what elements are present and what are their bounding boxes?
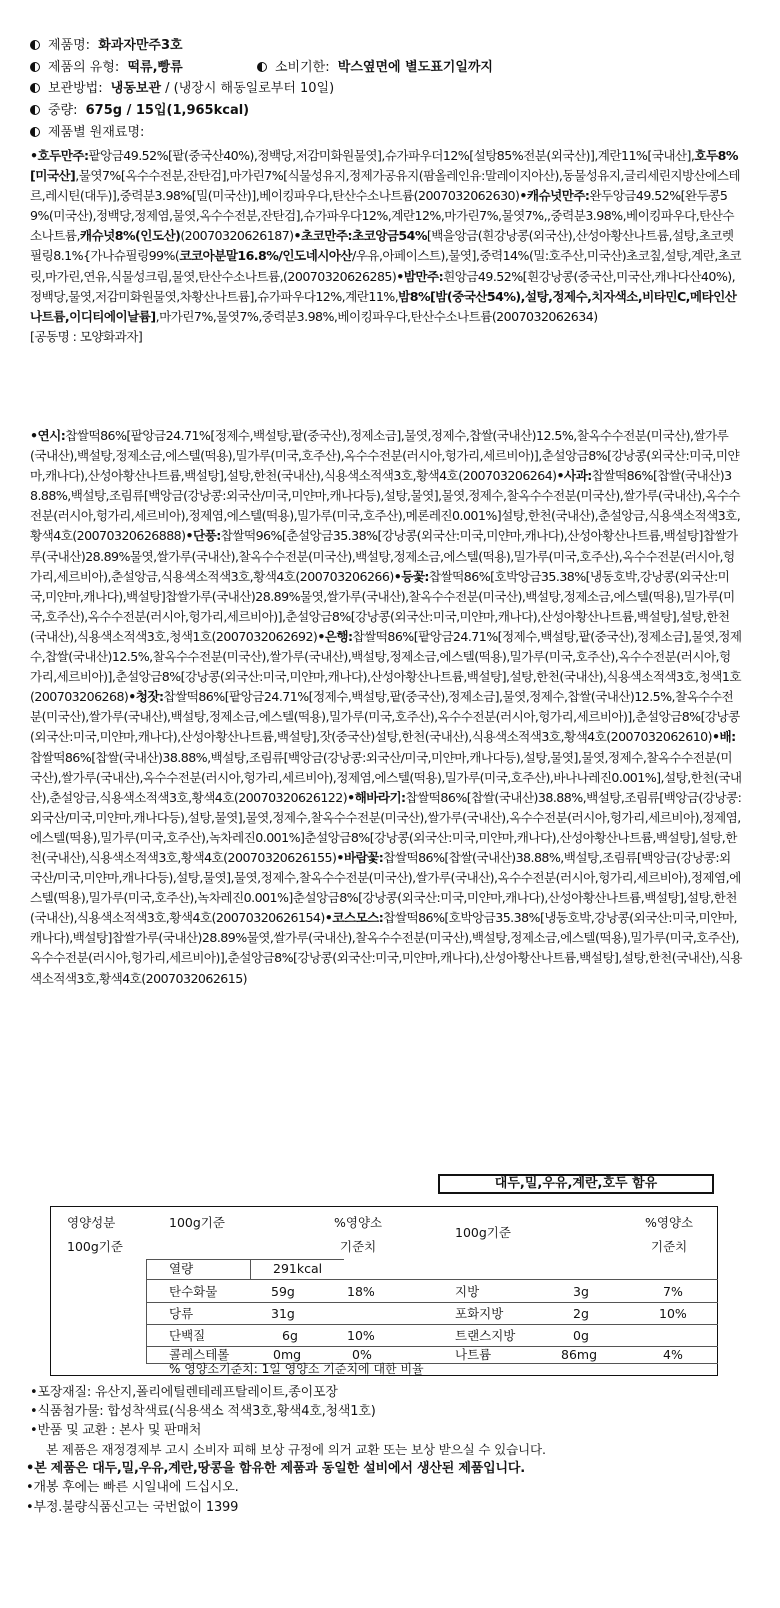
ingredients-paragraph [30,426,742,989]
half-circle-bullet-icon [257,62,267,72]
product-type-value: 떡류,빵류 [127,60,183,75]
right-pct-header: %영양소 [645,1215,694,1230]
nutrient-label: 포화지방 [455,1306,504,1321]
nutrient-pct: 10% [347,1328,375,1343]
divider [146,1279,718,1280]
ingredient-name: 캐슈넛8%(인도산) [79,228,181,244]
ingredient-text: 찹쌀떡96%[춘설앙금35.38%[강낭콩(외국산:미국,미얀마,캐나다),산성아황산나트륨,백설탕]찹쌀가루(국내산)28.89%물엿,쌀가루(국내산),찰옥수수전분(미국산),백설탕,정제소금,에스텔(떡용),밀가루(미국,호주산),옥수수전분(러시아,헝가리,세르비아),춘설앙금,식용색소적색3호,황색4호(200703206266) [30,528,738,584]
ingredient-text: 찹쌀떡86%[팥앙금24.71%[정제수,백설탕,팥(중국산),정제소금],물엿,정제수,찹쌀(국내산)12.5%,찰옥수수전분(미국산),쌀가루(국내산),백설탕,정제소금,에스텔(떡용),밀가루(미국,호주산),옥수수전분(러시아,헝가리,세르비아)],춘설앙금8%[강낭콩(외국산:미국,미얀마,캐나다),산성아황산나트륨,백설탕],설탕,한천(국내산),식용색소적색3호,청색1호(200703206268) [30,628,742,705]
product-name-row [30,37,183,55]
after-open-line: •개봉 후에는 빠른 시일내에 드십시오. [26,1480,239,1495]
nutrient-pct: 0% [352,1347,372,1362]
weight-row [30,102,249,120]
allergen-box: 대두,밀,우유,계란,호두 함유 [438,1174,714,1194]
product-name-value: 화과자만주3호 [98,38,183,53]
expiry-value: 박스옆면에 별도표기일까지 [337,60,493,75]
right-pct-header-2: 기준치 [651,1239,688,1254]
storage-note: / (냉장시 해동일로부터 10일) [165,81,335,96]
ingredient-text: 찹쌀떡86%[찹쌀(국내산)38.88%,백설탕,조림류[백앙금(강낭콩:외국산/미국,미얀마,캐나다등),설탕,물엿],물엿,정제수,찰옥수수전분(미국산),쌀가루(국내산),옥수수전분(러시아,헝가리,세르비아),정제염,에스텔(떡용),밀가루(미국,호주산),메론레진0.001%]설탕,한천(국내산),춘설앙금,식용색소적색3호,황색4호(20070320626888) [30,468,741,544]
ingredients-title: 제품별 원재료명: [48,125,145,140]
ingredients-group-2 [30,426,742,989]
ingredients-group-1 [30,146,742,347]
ingredient-text: 찹쌀떡86%[찹쌀(국내산)38.88%,백설탕,조림류[백앙금(강낭콩:외국산/미국,미얀마,캐나다등),설탕,물엿],물엿,정제수,찰옥수수전분(미국산),쌀가루(국내산),옥수수전분(러시아,헝가리,세르비아),정제염,에스텔(떡용),밀가루(미국,호주산),녹차레진0.001%]춘설앙금8%[강낭콩(외국산:미국,미얀마,캐나다),산성아황산나트륨,백설탕],설탕,한천(국내산),식용색소적색3호,황색4호(20070320626154) [30,849,741,926]
ingredient-text: ,물엿7%[옥수수전분,잔탄검],마가린7%[식물성유지,정제가공유지(팜올레인유:말레이지아산),동물성유지,글리세린지방산에스테르,레시틴(대두)],중력분3.98%[밀(미국산)],베이킹파우다,탄산수소나트륨(2007032062630) [30,168,741,204]
nutrient-label: 당류 [169,1306,194,1321]
divider [146,1346,718,1347]
nutrient-pct: 4% [663,1347,683,1362]
nutrient-amount: 6g [282,1328,298,1343]
nutrient-label: 단백질 [169,1328,206,1343]
ingredient-name: •등꽃: [393,568,429,584]
nutrient-amount: 59g [271,1284,295,1299]
ingredient-name: 밤8%[밤(중국산54%),설탕,정제수,치자색소,비타민C,메타인산나트륨,이디티에이날륨] [30,288,737,324]
half-circle-bullet-icon [30,127,40,137]
nutrient-label: 탄수화물 [169,1284,218,1299]
calories-label: 열량 [169,1261,194,1276]
ingredient-text: /우유,아페이스트),물엿],중력14%(밀:호주산,미국산)초코칲,설탕,계란,초코릿,마가린,연유,식물성크림,물엿,탄산수소나트륨,(20070320626285) [30,248,742,284]
divider [146,1259,147,1363]
nutrient-amount: 0mg [273,1347,302,1362]
nutrition-table [50,1206,718,1376]
ingredient-text: 완두앙금49.52%[완두콩59%(미국산),정백당,정제염,물엿,옥수수전분,잔탄검],슈가파우다12%,계란12%,마가린7%,물엿7%,,중력분3.98%,베이킹파우다,탄산수소나트륨, [30,188,735,244]
ingredient-text: 찹쌀떡86%[호박앙금35.38%[냉동호박,강낭콩(외국산:미국,미얀마,캐나다),백설탕]찹쌀가루(국내산)28.89%물엿,쌀가루(국내산),찰옥수수전분(미국산),백설탕,정제소금,에스텔(떡용),밀가루(미국,호주산),옥수수전분(러시아,헝가리,세르비아)],춘설앙금8%[강낭콩(외국산:미국,미얀마,캐나다),산성아황산나트륨,백설탕],설탕,한천(국내산),식용색소적색3호,황색4호(2007032062615) [30,910,742,986]
ingredient-name: •코스모스: [324,910,384,926]
product-name-label: 제품명: [48,38,91,53]
ingredient-name: •캐슈넛만주: [519,188,590,204]
expiry-label: 소비기한: [275,60,330,75]
report-line: •부정.불량식품신고는 국번없이 1399 [26,1500,239,1515]
calories-value: 291kcal [273,1261,323,1276]
left-pct-header-2: 기준치 [340,1239,377,1254]
ingredient-text: 팥앙금49.52%[팥(중국산40%),정백당,저감미화원물엿],슈가파우더12%[설탕85%전분(외국산)],계란11%[국내산], [88,148,695,163]
nutrient-label: 콜레스테롤 [169,1347,230,1362]
half-circle-bullet-icon [30,40,40,50]
divider [146,1302,718,1303]
ingredient-name: •연시: [30,428,66,443]
ingredient-text: 찹쌀떡86%[팥앙금24.71%[정제수,백설탕,팥(중국산),정제소금],물엿,정제수,찹쌀(국내산)12.5%,찰옥수수전분(미국산),쌀가루(국내산),백설탕,정제소금,에스텔(떡용),밀가루(미국,호주산),옥수수전분(러시아,헝가리,세르비아)],춘설앙금8%[강낭콩(외국산:미국,미얀마,캐나다),산성아황산나트륨,백설탕],설탕,한천(국내산),식용색소적색3호,황색4호(200703206264) [30,428,740,484]
storage-value: 냉동보관 [110,81,161,96]
ingredients-title-row [30,124,144,142]
ingredient-text: 흰앙금49.52%[흰강낭콩(중국산,미국산,캐나다산40%),정백당,물엿,저감미화원물엿,차황산나트륨],슈가파우다12%,계란11%, [30,268,736,304]
nutrient-label: 지방 [455,1284,480,1299]
half-circle-bullet-icon [30,62,40,72]
ingredient-text: 찹쌀떡86%[찹쌀(국내산)38.88%,백설탕,조림류[백앙금(강낭콩:외국산/미국,미얀마,캐나다등),설탕,물엿],물엿,정제수,찰옥수수전분(미국산),쌀가루(국내산),옥수수전분(러시아,헝가리,세르비아),정제염,에스텔(떡용),밀가루(미국,호주산),녹차레진0.001%]춘설앙금8%[강낭콩(외국산:미국,미얀마,캐나다),산성아황산나트륨,백설탕],설탕,한천(국내산),식용색소적색3호,황색4호(20070320626155) [30,789,742,865]
storage-label: 보관방법: [48,81,103,96]
half-circle-bullet-icon [30,83,40,93]
ingredient-text: 찹쌀떡86%[찹쌀(국내산)38.88%,백설탕,조림류[백앙금(강낭콩:외국산/미국,미얀마,캐나다등),설탕,물엿],물엿,정제수,찰옥수수전분(미국산),쌀가루(국내산),옥수수전분(러시아,헝가리,세르비아),정제염,에스텔(떡용),밀가루(미국,호주산),바나나레진0.001%],설탕,한천(국내산),춘설앙금,식용색소적색3호,황색4호(20070320626122) [30,749,742,805]
ingredients-paragraph [30,146,742,327]
additives-line: •식품첨가물: 합성착색료(식용색소 적색3호,황색4호,청색1호) [30,1404,376,1419]
ingredient-name: •단풍: [185,528,221,544]
product-type-label: 제품의 유형: [48,60,120,75]
product-type-row [30,59,183,77]
ingredient-name: •배: [712,729,736,745]
left-pct-header: %영양소 [334,1215,383,1230]
nutrient-pct: 7% [663,1284,683,1299]
packaging-line: •포장재질: 유산지,폴리에틸렌테레프탈레이트,종이포장 [30,1385,338,1400]
storage-row [30,80,334,98]
left-header: 100g기준 [169,1215,225,1230]
weight-value: 675g / 15입(1,965kcal) [85,103,250,118]
ingredient-text: 찹쌀떡86%[팥앙금24.71%[정제수,백설탕,팥(중국산),정제소금],물엿,정제수,찹쌀(국내산)12.5%,찰옥수수전분(미국산),쌀가루(국내산),백설탕,정제소금,에스텔(떡용),밀가루(미국,호주산),옥수수전분(러시아,헝가리,세르비아)],춘설앙금8%[강낭콩(외국산:미국,미얀마,캐나다),산성아황산나트륨,백설탕],잣(중국산)설탕,한천(국내산),식용색소적색3호,황색4호(2007032062610) [30,689,740,745]
nutrient-amount: 31g [271,1306,295,1321]
ingredient-name: •해바라기: [347,789,406,805]
weight-label: 중량: [48,103,78,118]
nutrition-footnote: % 영양소기준치: 1일 영양소 기준치에 대한 비율 [169,1362,424,1376]
nutrient-amount: 86mg [561,1347,598,1362]
nutrient-pct: 10% [659,1306,687,1321]
nutrient-amount: 0g [573,1328,589,1343]
ingredient-text: 찹쌀떡86%[호박앙금35.38%[냉동호박,강낭콩(외국산:미국,미얀마,캐나다),백설탕]찹쌀가루(국내산)28.89%물엿,쌀가루(국내산),찰옥수수전분(미국산),백설탕,정제소금,에스텔(떡용),밀가루(미국,호주산),옥수수전분(러시아,헝가리,세르비아)],춘설앙금8%[강낭콩(외국산:미국,미얀마,캐나다),산성아황산나트륨,백설탕],설탕,한천(국내산),식용색소적색3호,청색1호(2007032062692) [30,568,735,644]
ingredient-name: •초코만주:초코앙금54% [293,228,427,244]
divider [146,1324,718,1325]
right-header: 100g기준 [455,1225,511,1240]
facility-notice: •본 제품은 대두,밀,우유,계란,땅콩을 함유한 제품과 동일한 설비에서 생산된 제품입니다. [26,1461,525,1476]
manufacturer-note: [공동명 : 모양화과자] [30,328,143,344]
divider [146,1259,344,1260]
ingredient-name: •사과: [556,468,592,484]
ingredient-text: [백을앙금(흰강낭콩(외국산),산성아황산나트륨,설탕,초코렛필링8.1%{가나슈필링99%( [30,228,734,264]
nutrient-label: 나트륨 [455,1347,492,1362]
returns-line: •반품 및 교환 : 본사 및 판매처 [30,1423,202,1438]
ingredient-name: •바람꽃: [336,849,384,865]
nutrition-title: 영양성분 [67,1215,116,1230]
nutrient-label: 트랜스지방 [455,1328,516,1343]
nutrient-amount: 2g [573,1306,589,1321]
nutrient-pct: 18% [347,1284,375,1299]
ingredient-name: •청잣: [128,689,164,705]
ingredient-name: 코코아분말16.8%/인도네시아산 [179,248,353,264]
ingredient-name: •호두만주: [30,148,89,163]
ingredient-name: 호두8%[미국산] [30,148,738,184]
half-circle-bullet-icon [30,105,40,115]
nutrient-amount: 3g [573,1284,589,1299]
expiry-row [257,59,493,77]
compensation-line: 본 제품은 재정경제부 고시 소비자 피해 보상 규정에 의거 교환 또는 보상 받으실 수 있습니다. [46,1442,546,1457]
ingredient-name: •밤만주: [396,268,444,284]
nutrition-basis: 100g기준 [67,1239,123,1254]
ingredient-text: ,마가린7%,물엿7%,중력분3.98%,베이킹파우다,탄산수소나트륨(2007032062634) [155,308,598,324]
ingredient-text: (20070320626187) [180,228,294,244]
divider [250,1259,251,1279]
ingredient-name: •은행: [317,628,353,644]
